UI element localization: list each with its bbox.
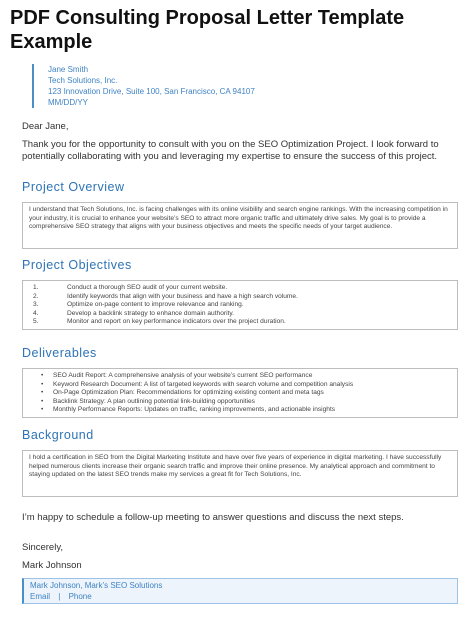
phone-link[interactable]: Phone [68,591,92,601]
overview-heading: Project Overview [22,180,125,194]
contact-separator: | [58,591,61,601]
recipient-name: Jane Smith [48,65,89,74]
signature-block [22,578,458,604]
overview-text: I understand that Tech Solutions, Inc. is facing challenges with its online visibility and search engine rankings. With the increasing competition in your industry, it is crucial to enhance your website’s SEO to attract more organic traffic and ultimately drive sales. My goal is to provide a comprehensive SEO strategy that aligns with your business objectives and meets the specific needs of your target audience. [29,206,448,231]
list-item: • SEO Audit Report: A comprehensive analysis of your website’s current SEO performance [41,372,313,379]
recipient-date: MM/DD/YY [48,98,88,107]
signature-name: Mark Johnson, Mark’s SEO Solutions [30,581,163,590]
overview-box [22,202,458,249]
list-item: • Monthly Performance Reports: Updates on traffic, ranking improvements, and actionable insights [41,406,336,414]
email-link[interactable]: Email [30,591,51,601]
list-item: 1. Conduct a thorough SEO audit of your current website. [33,284,228,291]
list-item: • Backlink Strategy: A plan outlining potential link-building opportunities [41,397,255,405]
objectives-box [22,280,458,330]
deliverables-box [22,368,458,418]
closing-text: Sincerely, [22,542,64,553]
contact-line [30,592,451,603]
background-box [22,450,458,497]
recipient-company: Tech Solutions, Inc. [48,76,118,85]
recipient-block [32,64,255,108]
list-item: • Keyword Research Document: A list of targeted keywords with search volume and competition analysis [41,380,354,388]
signer-name: Mark Johnson [22,560,82,571]
page-title: PDF Consulting Proposal Letter Template Example [10,7,405,53]
objectives-heading: Project Objectives [22,258,132,272]
deliverables-heading: Deliverables [22,346,97,360]
list-item: 3. Optimize on-page content to improve relevance and ranking. [33,301,244,309]
list-item: 4. Develop a backlink strategy to enhance domain authority. [33,309,235,317]
intro-paragraph: Thank you for the opportunity to consult with you on the SEO Optimization Project. I look forward to potentially collaborating with you and leveraging my expertise to ensure the success of this project. [22,139,439,162]
list-item: 2. Identify keywords that align with your business and have a high search volume. [33,292,298,300]
list-item: 5. Monitor and report on key performance indicators over the project duration. [33,318,286,326]
recipient-address: 123 Innovation Drive, Suite 100, San Francisco, CA 94107 [48,87,255,96]
salutation: Dear Jane, [22,121,69,132]
followup-text: I’m happy to schedule a follow-up meeting to answer questions and discuss the next steps. [22,512,404,523]
list-item: • On-Page Optimization Plan: Recommendations for optimizing existing content and meta tags [41,389,324,397]
background-text: I hold a certification in SEO from the Digital Marketing Institute and have over five years of experience in digital marketing. I have successfully helped numerous clients increase their organic search traffic and improve their online presence. My analytical approach and commitment to staying updated on the latest SEO trends make my services a great fit for Tech Solutions, Inc. [29,454,442,479]
background-heading: Background [22,428,94,442]
